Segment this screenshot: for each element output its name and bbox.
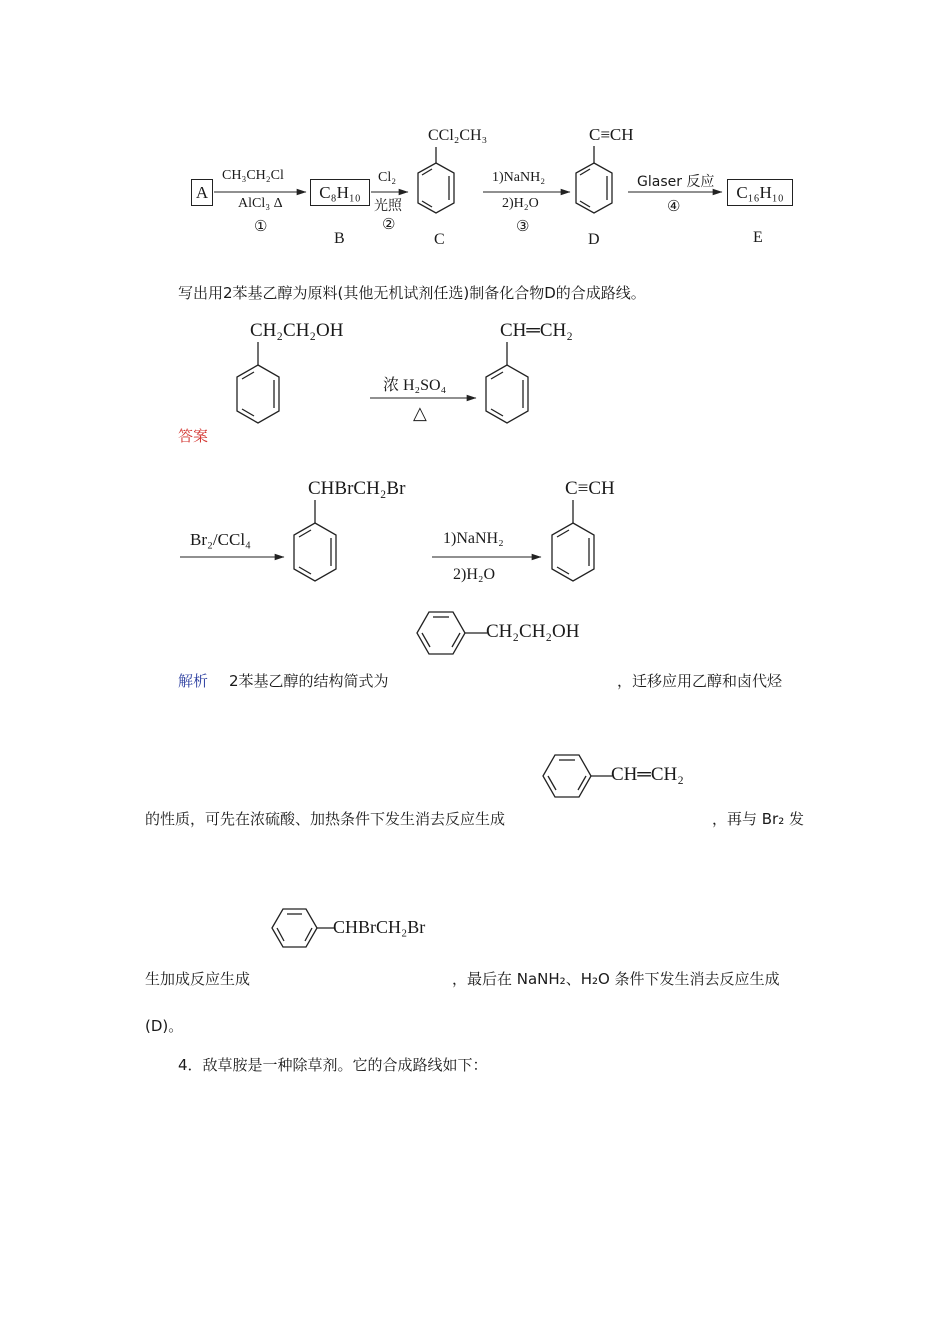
step3-number: ③: [516, 219, 530, 235]
question-text: 写出用2苯基乙醇为原料(其他无机试剂任选)制备化合物D的合成路线。: [178, 284, 646, 302]
analysis-line3-mol: CHBrCH₂Br: [333, 917, 426, 937]
compound-c-benzene-ring: [418, 147, 454, 213]
answer-mol1-substituent: CH₂CH₂OH: [250, 320, 344, 341]
analysis-label: 解析: [178, 672, 209, 690]
analysis-line1-benzene-ring: [417, 612, 487, 654]
analysis-line1-mol: CH₂CH₂OH: [486, 621, 580, 642]
analysis-line1-text: 2苯基乙醇的结构简式为: [229, 672, 389, 690]
step4-number: ④: [667, 199, 681, 215]
step4-reagent: Glaser 反应: [637, 174, 715, 190]
compound-c-label: C: [434, 231, 445, 248]
analysis-line2-end: ，再与 Br₂ 发: [712, 810, 805, 828]
analysis-line3-end: ，最后在 NaNH₂、H₂O 条件下发生消去反应生成: [452, 970, 780, 988]
step1-condition: AlCl₃ Δ: [238, 196, 283, 211]
step2-number: ②: [382, 217, 396, 233]
answer-mol2-substituent: CH═CH₂: [500, 320, 573, 341]
analysis-line4-text: (D)。: [145, 1017, 184, 1035]
answer-mol3-benzene-ring: [294, 500, 336, 581]
answer-mol3-substituent: CHBrCH₂Br: [308, 478, 406, 499]
analysis-line3-benzene-ring: [272, 909, 334, 947]
compound-b-label: B: [334, 230, 345, 247]
step2-condition: 光照: [374, 198, 402, 214]
answer-mol1-benzene-ring: [237, 342, 279, 423]
compound-d-label: D: [588, 231, 600, 248]
compound-a-box: A: [191, 179, 213, 206]
step3-condition: 2)H₂O: [502, 196, 539, 211]
answer-arrow2-reagent: Br₂/CCl₄: [190, 530, 251, 549]
next-question-text: 4．敌草胺是一种除草剂。它的合成路线如下：: [178, 1056, 488, 1074]
analysis-line2-benzene-ring: [543, 755, 612, 797]
compound-c-substituent: CCl₂CH₃: [428, 127, 488, 144]
step1-reagent: CH₃CH₂Cl: [222, 168, 284, 183]
answer-mol4-benzene-ring: [552, 500, 594, 581]
analysis-line2-mol: CH═CH₂: [611, 764, 684, 785]
answer-mol4-substituent: C≡CH: [565, 478, 615, 499]
compound-e-label: E: [753, 229, 763, 246]
step3-reagent: 1)NaNH₂: [492, 170, 546, 185]
analysis-line1-end: ，迁移应用乙醇和卤代烃: [617, 672, 783, 690]
answer-arrow1-reagent: 浓 H₂SO₄: [383, 377, 447, 394]
answer-label: 答案: [178, 427, 209, 445]
step1-number: ①: [254, 219, 268, 235]
compound-d-benzene-ring: [576, 146, 612, 213]
compound-e-box: C₁₆H₁₀: [727, 179, 793, 206]
answer-arrow3-reagent: 1)NaNH₂: [443, 530, 504, 547]
analysis-line2-text: 的性质，可先在浓硫酸、加热条件下发生消去反应生成: [145, 810, 506, 828]
analysis-line3-text: 生加成反应生成: [145, 970, 251, 988]
compound-b-box: C₈H₁₀: [310, 179, 370, 206]
step2-reagent: Cl₂: [378, 170, 397, 185]
answer-arrow3-condition: 2)H₂O: [453, 566, 496, 583]
answer-mol2-benzene-ring: [486, 342, 528, 423]
compound-d-substituent: C≡CH: [589, 125, 634, 144]
answer-arrow1-condition: △: [413, 403, 427, 423]
